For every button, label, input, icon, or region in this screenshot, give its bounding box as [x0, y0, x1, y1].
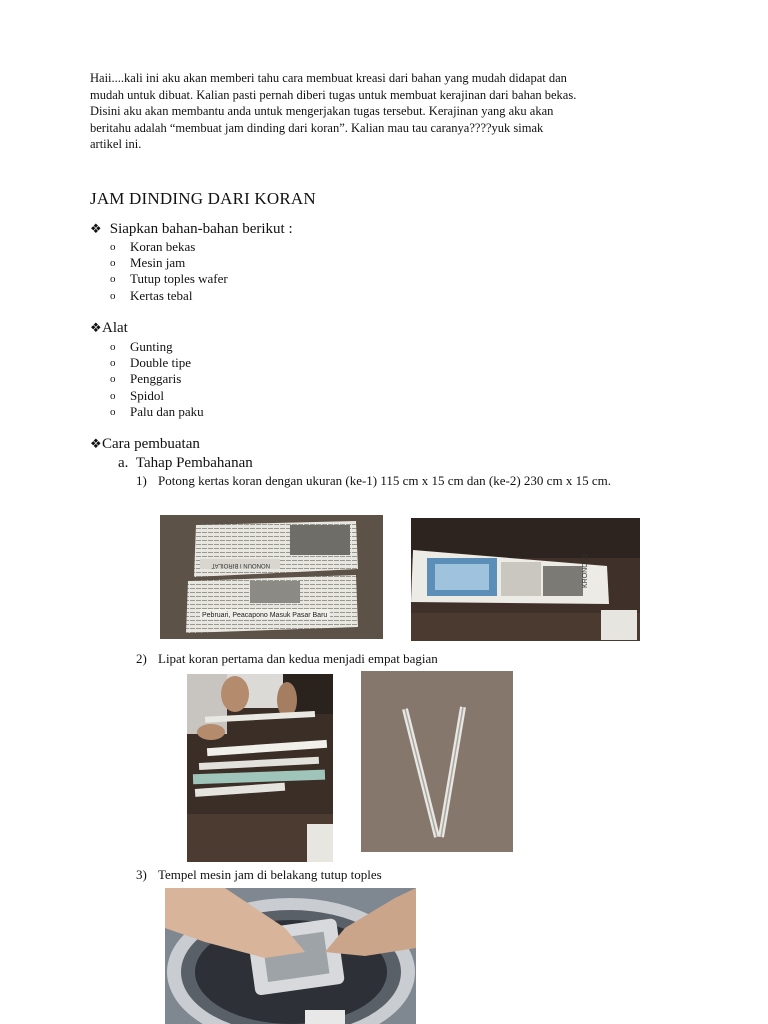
- photo1-banner-text: NONOUN I BIROILAT: [211, 562, 270, 568]
- hollow-circle-icon: o: [110, 357, 116, 370]
- hollow-circle-icon: o: [110, 405, 116, 418]
- section-cara-heading: [90, 436, 200, 453]
- list-item: [110, 255, 228, 271]
- list-item-text: Mesin jam: [130, 255, 186, 271]
- step-number: 3): [136, 867, 147, 882]
- list-item-text: Spidol: [130, 387, 164, 403]
- list-item-text: Penggaris: [130, 371, 182, 387]
- list-item: [110, 288, 228, 304]
- intro-line: mudah untuk dibuat. Kalian pasti pernah diberi tugas untuk membuat kerajinan dari bahan bekas.: [90, 87, 577, 102]
- photo-clock-lid-image: [165, 888, 416, 1024]
- list-item: [110, 355, 204, 371]
- intro-line: artikel ini.: [90, 137, 142, 151]
- step-number: 2): [136, 651, 147, 666]
- photo-folding-strips: [187, 674, 333, 862]
- section-bahan-label: Siapkan bahan-bahan berikut :: [109, 221, 293, 237]
- list-item-text: Tutup toples wafer: [130, 271, 228, 287]
- hollow-circle-icon: o: [110, 289, 116, 302]
- step-text: Lipat koran pertama dan kedua menjadi empat bagian: [158, 651, 438, 666]
- alat-list: [110, 339, 204, 420]
- hollow-circle-icon: o: [110, 389, 116, 402]
- list-item: [110, 339, 204, 355]
- hollow-circle-icon: o: [110, 257, 116, 270]
- list-item: [110, 239, 228, 255]
- list-item: [110, 404, 204, 420]
- photo-v-strips-image: [361, 671, 513, 852]
- diamond-ornament-icon: ❖: [90, 221, 102, 236]
- bahan-list: [110, 239, 228, 304]
- list-item: [110, 388, 204, 404]
- section-alat-label: Alat: [102, 320, 128, 336]
- step-number: 1): [136, 473, 147, 488]
- step-2: [136, 651, 438, 667]
- section-alat-heading: [90, 320, 128, 337]
- photo1-headline-text: Pebruari, Peacapono Masuk Pasar Baru: [202, 612, 328, 619]
- hollow-circle-icon: o: [110, 373, 116, 386]
- diamond-ornament-icon: ❖: [90, 436, 102, 451]
- hollow-circle-icon: o: [110, 241, 116, 253]
- photo-newspaper-strip: [411, 518, 640, 641]
- intro-line: beritahu adalah “membuat jam dinding dari koran”. Kalian mau tau caranya????yuk simak: [90, 120, 544, 135]
- photo-v-strips: [361, 671, 513, 852]
- photo-clock-lid: [165, 888, 416, 1024]
- step-3: [136, 867, 382, 883]
- stage-heading: a. Tahap Pembahanan: [118, 455, 253, 471]
- step-text: Tempel mesin jam di belakang tutup toples: [158, 867, 382, 882]
- photo-folding-strips-image: [187, 674, 333, 862]
- list-item-text: Kertas tebal: [130, 287, 193, 303]
- intro-line: Haii....kali ini aku akan memberi tahu cara membuat kreasi dari bahan yang mudah didapat dan: [90, 71, 567, 85]
- hollow-circle-icon: o: [110, 273, 116, 286]
- section-cara-label: Cara pembuatan: [102, 436, 200, 452]
- intro-paragraph: [90, 70, 690, 153]
- document-title: JAM DINDING DARI KORAN: [90, 189, 316, 208]
- list-item: [110, 371, 204, 387]
- diamond-ornament-icon: ❖: [90, 320, 102, 335]
- step-1: [136, 473, 611, 489]
- photo2-banner-text: KRONOUJ: [582, 553, 589, 588]
- step-text: Potong kertas koran dengan ukuran (ke-1) 115 cm x 15 cm dan (ke-2) 230 cm x 15 cm.: [158, 473, 611, 488]
- photo-cut-newspaper: [160, 515, 383, 639]
- list-item-text: Gunting: [130, 339, 173, 354]
- list-item-text: Double tipe: [130, 355, 192, 371]
- list-item-text: Koran bekas: [130, 239, 196, 254]
- list-item-text: Palu dan paku: [130, 403, 204, 419]
- photo-cut-newspaper-image: [160, 515, 383, 639]
- intro-line: Disini aku akan membantu anda untuk mengerjakan tugas tersebut. Kerajinan yang aku akan: [90, 104, 554, 118]
- section-bahan-heading: [90, 221, 293, 238]
- list-item: [110, 271, 228, 287]
- hollow-circle-icon: o: [110, 341, 116, 353]
- photo-newspaper-strip-image: [411, 518, 640, 641]
